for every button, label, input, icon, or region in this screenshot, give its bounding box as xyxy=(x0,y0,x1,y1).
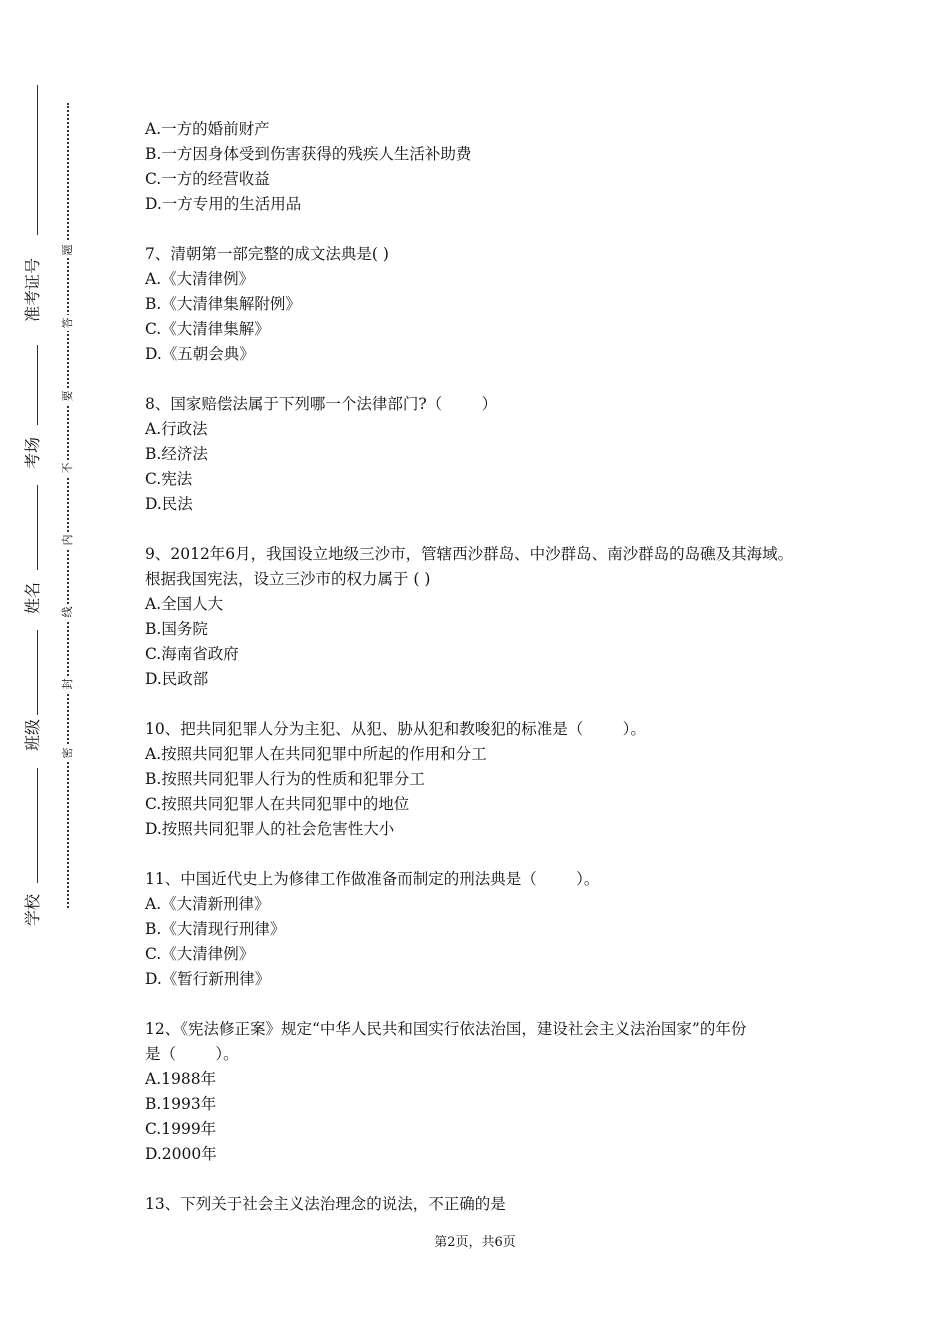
seal-dotted-line xyxy=(67,103,69,908)
option-d: D.《五朝会典》 xyxy=(145,345,255,363)
binding-solid-line xyxy=(37,85,38,235)
option-d: D.民法 xyxy=(145,495,193,513)
question-10 xyxy=(145,717,835,842)
seal-char: 内 xyxy=(60,532,76,548)
question-7 xyxy=(145,242,835,367)
field-school-label: 学校 xyxy=(23,893,43,927)
field-school xyxy=(22,885,44,935)
question-11 xyxy=(145,867,835,992)
field-class-label: 班级 xyxy=(23,718,43,752)
question-stem: 13、下列关于社会主义法治理念的说法，不正确的是 xyxy=(145,1195,506,1213)
field-name-label: 姓名 xyxy=(23,581,43,615)
seal-char: 封 xyxy=(60,676,76,692)
question-stem: 7、清朝第一部完整的成文法典是( ) xyxy=(145,245,389,263)
binding-strip xyxy=(0,0,110,1344)
option-d: D.2000年 xyxy=(145,1145,217,1163)
question-stem-continued: 是（ ）。 xyxy=(145,1045,239,1063)
option-b: B.一方因身体受到伤害获得的残疾人生活补助费 xyxy=(145,145,472,163)
option-a: A.按照共同犯罪人在共同犯罪中所起的作用和分工 xyxy=(145,745,487,763)
question-8 xyxy=(145,392,835,517)
option-a: A.《大清律例》 xyxy=(145,270,255,288)
option-b: B.经济法 xyxy=(145,445,208,463)
option-d: D.按照共同犯罪人的社会危害性大小 xyxy=(145,820,395,838)
seal-char: 答 xyxy=(60,315,76,331)
option-a: A.《大清新刑律》 xyxy=(145,895,270,913)
binding-solid-line xyxy=(37,345,38,425)
option-d: D.一方专用的生活用品 xyxy=(145,195,302,213)
field-exam-room xyxy=(22,428,44,478)
option-b: B.1993年 xyxy=(145,1095,217,1113)
option-b: B.按照共同犯罪人行为的性质和犯罪分工 xyxy=(145,770,425,788)
option-b: B.《大清律集解附例》 xyxy=(145,295,301,313)
option-c: C.1999年 xyxy=(145,1120,217,1138)
option-c: C.《大清律集解》 xyxy=(145,320,270,338)
page-number: 第2页，共6页 xyxy=(434,1235,516,1250)
option-d: D.《暂行新刑律》 xyxy=(145,970,271,988)
question-stem-continued: 根据我国宪法，设立三沙市的权力属于 ( ) xyxy=(145,570,431,588)
seal-char: 密 xyxy=(60,745,76,761)
option-d: D.民政部 xyxy=(145,670,209,688)
option-a: A.全国人大 xyxy=(145,595,224,613)
field-name xyxy=(22,573,44,623)
question-stem: 12、《宪法修正案》规定“中华人民共和国实行依法治国，建设社会主义法治国家”的年份 xyxy=(145,1020,747,1038)
field-exam-number xyxy=(22,245,44,335)
question-list xyxy=(145,117,835,1242)
question-stem: 10、把共同犯罪人分为主犯、从犯、胁从犯和教唆犯的标准是（ ）。 xyxy=(145,720,646,738)
binding-solid-line xyxy=(37,630,38,715)
option-b: B.国务院 xyxy=(145,620,208,638)
seal-char: 题 xyxy=(60,242,76,258)
binding-solid-line xyxy=(37,485,38,570)
question-9 xyxy=(145,542,835,692)
option-c: C.一方的经营收益 xyxy=(145,170,270,188)
field-class xyxy=(22,710,44,760)
option-c: C.海南省政府 xyxy=(145,645,239,663)
field-exam-number-label: 准考证号 xyxy=(23,257,43,323)
question-13 xyxy=(145,1192,835,1217)
question-stem: 11、中国近代史上为修律工作做准备而制定的刑法典是（ ）。 xyxy=(145,870,600,888)
option-a: A.行政法 xyxy=(145,420,208,438)
option-a: A.一方的婚前财产 xyxy=(145,120,270,138)
question-stem: 8、国家赔偿法属于下列哪一个法律部门?（ ） xyxy=(145,395,498,413)
question-12 xyxy=(145,1017,835,1167)
seal-char: 线 xyxy=(60,604,76,620)
field-exam-room-label: 考场 xyxy=(23,436,43,470)
option-c: C.《大清律例》 xyxy=(145,945,255,963)
option-c: C.按照共同犯罪人在共同犯罪中的地位 xyxy=(145,795,410,813)
seal-char: 要 xyxy=(60,388,76,404)
binding-solid-line xyxy=(37,768,38,883)
question-6-continued xyxy=(145,117,835,217)
option-a: A.1988年 xyxy=(145,1070,217,1088)
seal-char: 不 xyxy=(60,460,76,476)
question-stem: 9、2012年6月，我国设立地级三沙市，管辖西沙群岛、中沙群岛、南沙群岛的岛礁及其海域。 xyxy=(145,545,794,563)
option-c: C.宪法 xyxy=(145,470,193,488)
option-b: B.《大清现行刑律》 xyxy=(145,920,286,938)
